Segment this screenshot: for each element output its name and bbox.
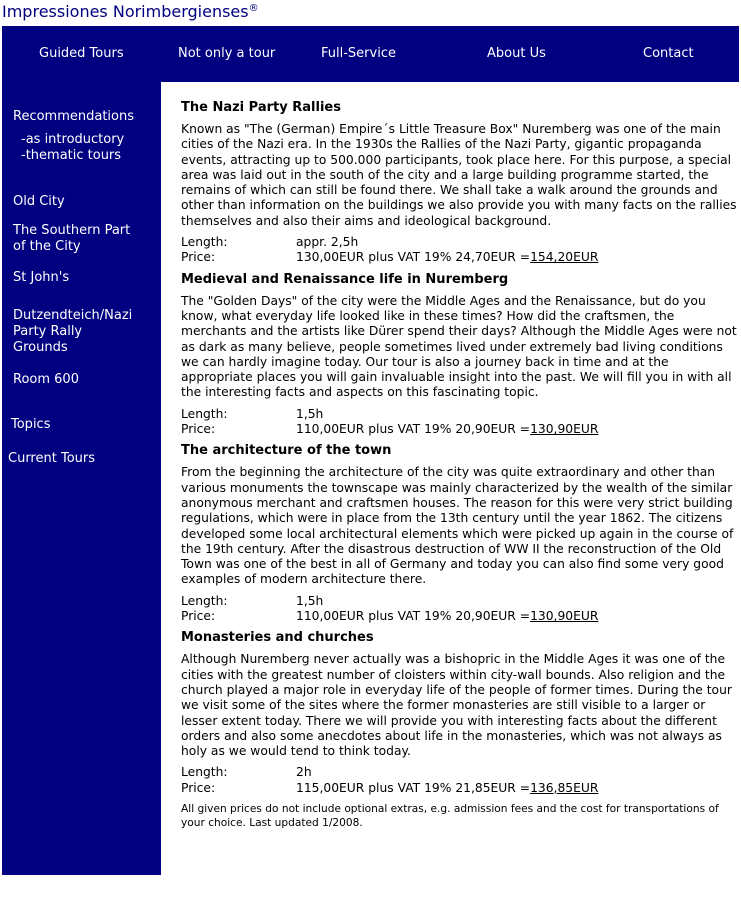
sidebar-item-recommendations[interactable]: Recommendations <box>13 109 135 124</box>
sidebar-item-label: Party Rally <box>13 324 83 339</box>
sidebar-item-label: The Southern Part <box>13 223 131 238</box>
sidebar-item-room-600[interactable]: Room 600 <box>13 372 79 387</box>
tour-section <box>181 443 741 624</box>
sidebar-item-current-tours[interactable]: Current Tours <box>8 451 96 466</box>
price-value: 110,00EUR plus VAT 19% 20,90EUR = <box>296 609 531 624</box>
tour-meta <box>181 235 741 266</box>
price-label: Price: <box>181 780 216 795</box>
registered-mark: ® <box>248 3 259 14</box>
tour-description: Known as "The (German) Empire´s Little Treasure Box" Nuremberg was one of the main cities of the Nazi era. In the 1930s the Rallies of the Nazi Party, gigantic propaganda events, attracting up to 500.000 participants, took place here. For this purpose, a special area was laid out in the south of the city and a large building programme started, the remains of which can still be found there. We shall take a walk around the grounds and other than information on the buildings we also provide you with many facts on the rallies themselves and also their aims and ideological background. <box>181 122 737 228</box>
tour-section <box>181 100 741 266</box>
length-label: Length: <box>181 406 228 421</box>
sidebar-item-topics[interactable]: Topics <box>11 417 51 432</box>
tour-section <box>181 272 741 438</box>
sidebar-item-thematic[interactable]: -thematic tours <box>21 148 122 163</box>
price-label: Price: <box>181 250 216 265</box>
sidebar-item-label: Dutzendteich/Nazi <box>13 308 133 323</box>
tour-description: From the beginning the architecture of the city was quite extraordinary and other than various monuments the townscape was mainly characterized by the wealth of the similar anonymous merchant and craftsmen houses. The reason for this were very strict building regulations, which were in place from the 13th century until the year 1862. The citizens developed some local architectural elements which were picked up again in the course of the 19th century. After the disastrous destruction of WW II the reconstruction of the Old Town was one of the best in all of Germany and today you can also find some very good examples of modern architecture there. <box>181 465 734 587</box>
sidebar-item-dutzendteich[interactable] <box>13 308 132 356</box>
main-content <box>181 100 741 836</box>
price-value: 110,00EUR plus VAT 19% 20,90EUR = <box>296 422 531 437</box>
price-label: Price: <box>181 609 216 624</box>
length-value: appr. 2,5h <box>296 235 359 250</box>
sidebar-item-introductory[interactable]: -as introductory <box>21 132 125 147</box>
nav-contact[interactable]: Contact <box>643 46 694 61</box>
price-total: 136,85EUR <box>530 780 599 795</box>
price-total: 154,20EUR <box>530 250 599 265</box>
tour-description: Although Nuremberg never actually was a bishopric in the Middle Ages it was one of the cities with the greatest number of cloisters within city-wall bounds. Also religion and the church played a major role in everyday life of the people of former times. During the tour we visit some of the sites where the former monasteries are still visible to a larger or lesser extent today. There we will provide you with interesting facts about the different orders and also some anecdotes about life in the monasteries, which was not always as holy as we would tend to think today. <box>181 652 732 759</box>
sidebar-item-st-johns[interactable]: St John's <box>13 270 70 285</box>
nav-guided-tours[interactable]: Guided Tours <box>39 46 124 61</box>
tour-title: The Nazi Party Rallies <box>181 100 341 115</box>
site-title <box>2 2 259 21</box>
length-value: 2h <box>296 765 312 780</box>
tour-meta <box>181 765 741 796</box>
top-navigation <box>2 26 739 82</box>
footnote: All given prices do not include optional extras, e.g. admission fees and the cost for transportations of your choice. Last updated 1/2008. <box>181 802 719 829</box>
price-label: Price: <box>181 422 216 437</box>
length-value: 1,5h <box>296 406 324 421</box>
nav-not-only-a-tour[interactable]: Not only a tour <box>178 46 276 61</box>
nav-full-service[interactable]: Full-Service <box>321 46 396 61</box>
length-label: Length: <box>181 235 228 250</box>
tour-meta <box>181 407 741 438</box>
tour-meta <box>181 594 741 625</box>
price-total: 130,90EUR <box>530 422 599 437</box>
nav-about-us[interactable]: About Us <box>487 46 546 61</box>
sidebar-item-southern-part[interactable] <box>13 223 130 255</box>
sidebar-item-label: of the City <box>13 239 81 254</box>
sidebar-item-label: Grounds <box>13 340 68 355</box>
price-value: 115,00EUR plus VAT 19% 21,85EUR = <box>296 780 531 795</box>
tour-section <box>181 630 741 796</box>
tour-title: The architecture of the town <box>181 443 392 459</box>
tour-title: Medieval and Renaissance life in Nuremberg <box>181 271 509 287</box>
tour-description: The "Golden Days" of the city were the Middle Ages and the Renaissance, but do you know, what everyday life looked like in these times? How did the craftsmen, the merchants and the artists like Dürer spend their days? Although the Middle Ages were not as dark as many believe, people sometimes lived under extremely bad living conditions we can hardly imagine today. Our tour is also a journey back in time and at the appropriate places you will gain invaluable insight into the past. We will fill you in with all the interesting facts and aspects on this fascinating topic. <box>181 293 737 400</box>
sidebar <box>2 82 161 875</box>
site-title-text: Impressiones Norimbergienses <box>2 2 249 21</box>
length-value: 1,5h <box>296 593 324 608</box>
length-label: Length: <box>181 765 228 780</box>
sidebar-item-old-city[interactable]: Old City <box>13 194 65 209</box>
price-total: 130,90EUR <box>530 609 599 624</box>
length-label: Length: <box>181 593 228 608</box>
price-value: 130,00EUR plus VAT 19% 24,70EUR = <box>296 250 531 265</box>
tour-title: Monasteries and churches <box>181 630 374 646</box>
